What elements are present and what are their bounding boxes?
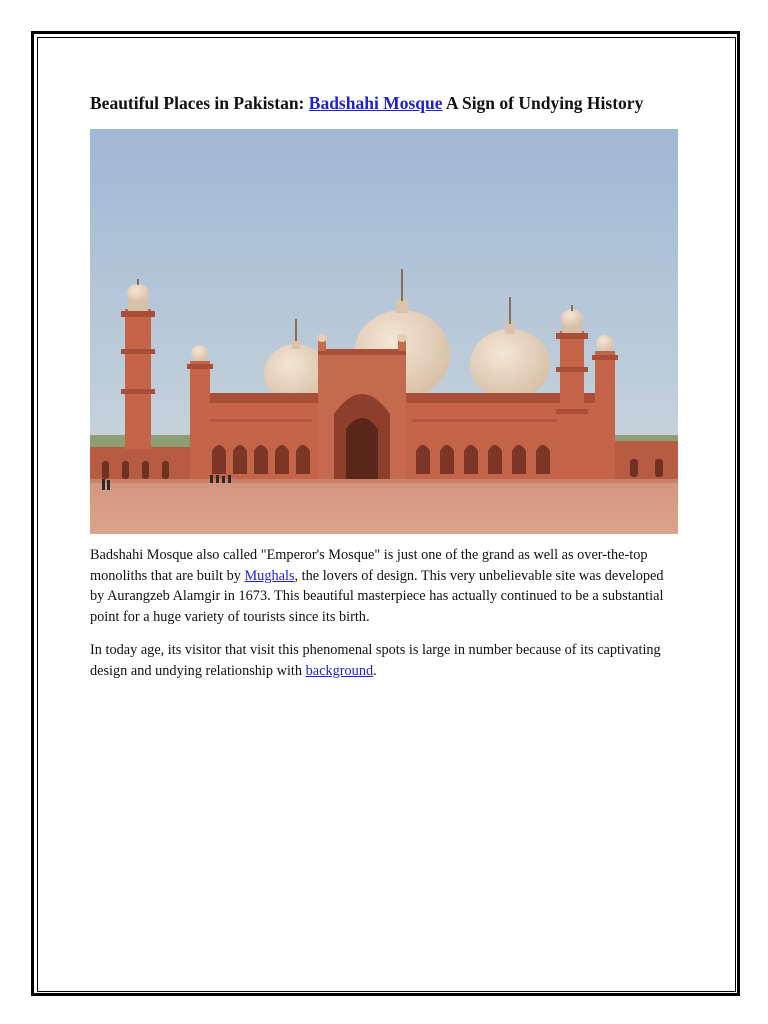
background-link[interactable]: background [305, 662, 374, 679]
mughals-link[interactable]: Mughals [244, 567, 295, 584]
title-suffix: A Sign of Undying History [442, 93, 644, 113]
mosque-photo [90, 129, 678, 534]
paragraph-intro-text-1: Badshahi Mosque also called "Emperor's Mosque" is just one of the grand as well as over-the-top monoliths that are built by [90, 547, 648, 584]
badshahi-mosque-link[interactable]: Badshahi Mosque [308, 93, 443, 113]
title-prefix: Beautiful Places in Pakistan: [90, 93, 309, 113]
paragraph-visitors [90, 640, 680, 681]
document-body [90, 90, 680, 681]
paragraph-visitors-text-1: In today age, its visitor that visit this phenomenal spots is large in number because of its captivating design and undying relationship with [90, 642, 661, 679]
page-title [90, 90, 680, 116]
paragraph-visitors-text-2: . [373, 662, 377, 679]
paragraph-intro [90, 545, 680, 627]
paragraph-intro-text-2: , the lovers of design. This very unbelievable site was developed by Aurangzeb Alamgir in 1673. This beautiful masterpiece has actually continued to be a substantial point for a huge variety of tourists since its birth. [90, 567, 664, 625]
